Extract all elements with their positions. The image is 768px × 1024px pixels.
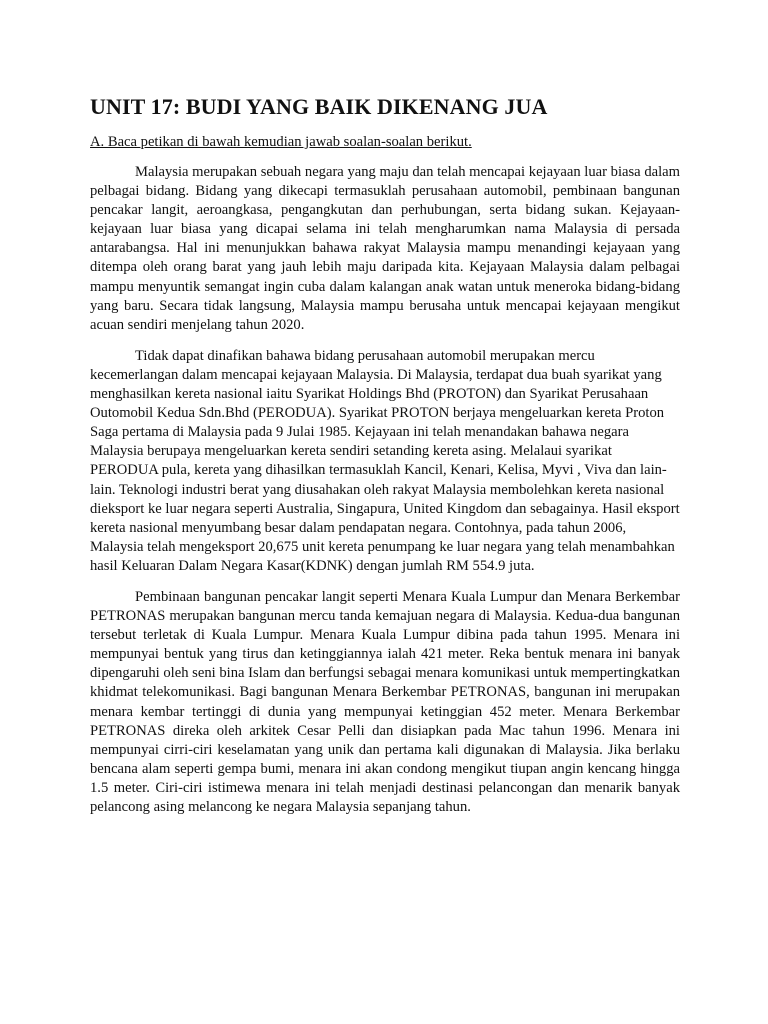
unit-title: UNIT 17: BUDI YANG BAIK DIKENANG JUA: [90, 94, 548, 119]
paragraph-2: Tidak dapat dinafikan bahawa bidang perusahaan automobil merupakan mercu kecemerlangan dalam mencapai kejayaan Malaysia. Di Malaysia, terdapat dua buah syarikat yang menghasilkan kereta nasional iaitu Syarikat Holdings Bhd (PROTON) dan Syarikat Perusahaan Outomobil Kedua Sdn.Bhd (PERODUA). Syarikat PROTON berjaya mengeluarkan kereta Proton Saga pertama di Malaysia pada 9 Julai 1985. Kejayaan ini telah menandakan bahawa negara Malaysia berupaya mengeluarkan kereta sendiri setanding kereta asing. Melalaui syarikat PERODUA pula, kereta yang dihasilkan termasuklah Kancil, Kenari, Kelisa, Myvi , Viva dan lain-lain. Teknologi industri berat yang diusahakan oleh rakyat Malaysia membolehkan kereta nasional dieksport ke luar negara seperti Australia, Singapura, United Kingdom dan sebagainya. Hasil eksport kereta nasional menyumbang besar dalam pendapatan negara. Contohnya, pada tahun 2006, Malaysia telah mengeksport 20,675 unit kereta penumpang ke luar negara yang telah menambahkan hasil Keluaran Dalam Negara Kasar(KDNK) dengan jumlah RM 554.9 juta.: [90, 347, 680, 574]
document-page: [90, 93, 680, 829]
paragraph-1: Malaysia merupakan sebuah negara yang maju dan telah mencapai kejayaan luar biasa dalam pelbagai bidang. Bidang yang dikecapi termasuklah perusahaan automobil, pembinaan bangunan pencakar langit, aeroangkasa, pengangkutan dan perhubungan, serta bidang sukan. Kejayaan-kejayaan luar biasa yang dicapai selama ini telah mengharumkan nama Malaysia di persada antarabangsa. Hal ini menunjukkan bahawa rakyat Malaysia mampu menandingi kejayaan yang ditempa oleh orang barat yang jauh lebih maju daripada kita. Kejayaan Malaysia dalam pelbagai mampu menyuntik semangat ingin cuba dalam kalangan anak watan untuk meneroka bidang-bidang yang baru. Secara tidak langsung, Malaysia mampu berusaha untuk mencapai kejayaan mengikut acuan sendiri menjelang tahun 2020.: [90, 164, 680, 333]
paragraph-3: Pembinaan bangunan pencakar langit seperti Menara Kuala Lumpur dan Menara Berkembar PETRONAS merupakan bangunan mercu tanda kemajuan negara di Malaysia. Kedua-dua bangunan tersebut terletak di Kuala Lumpur. Menara Kuala Lumpur dibina pada tahun 1995. Menara ini mempunyai bentuk yang tirus dan ketinggiannya ialah 421 meter. Reka bentuk menara ini banyak dipengaruhi oleh seni bina Islam dan berfungsi sebagai menara komunikasi untuk mempertingkatkan khidmat telekomunikasi. Bagi bangunan Menara Berkembar PETRONAS, bangunan ini merupakan menara kembar tertinggi di dunia yang mempunyai ketinggian 452 meter. Menara Berkembar PETRONAS direka oleh arkitek Cesar Pelli dan disiapkan pada Mac tahun 1996. Menara ini mempunyai cirri-ciri keselamatan yang unik dan pertama kali digunakan di Malaysia. Jika berlaku bencana alam seperti gempa bumi, menara ini akan condong mengikut tiupan angin kencang hingga 1.5 meter. Ciri-ciri istimewa menara ini telah menjadi destinasi pelancongan dan menarik banyak pelancong asing melancong ke negara Malaysia sepanjang tahun.: [90, 588, 680, 815]
instruction-text: A. Baca petikan di bawah kemudian jawab soalan-soalan berikut.: [90, 134, 472, 150]
